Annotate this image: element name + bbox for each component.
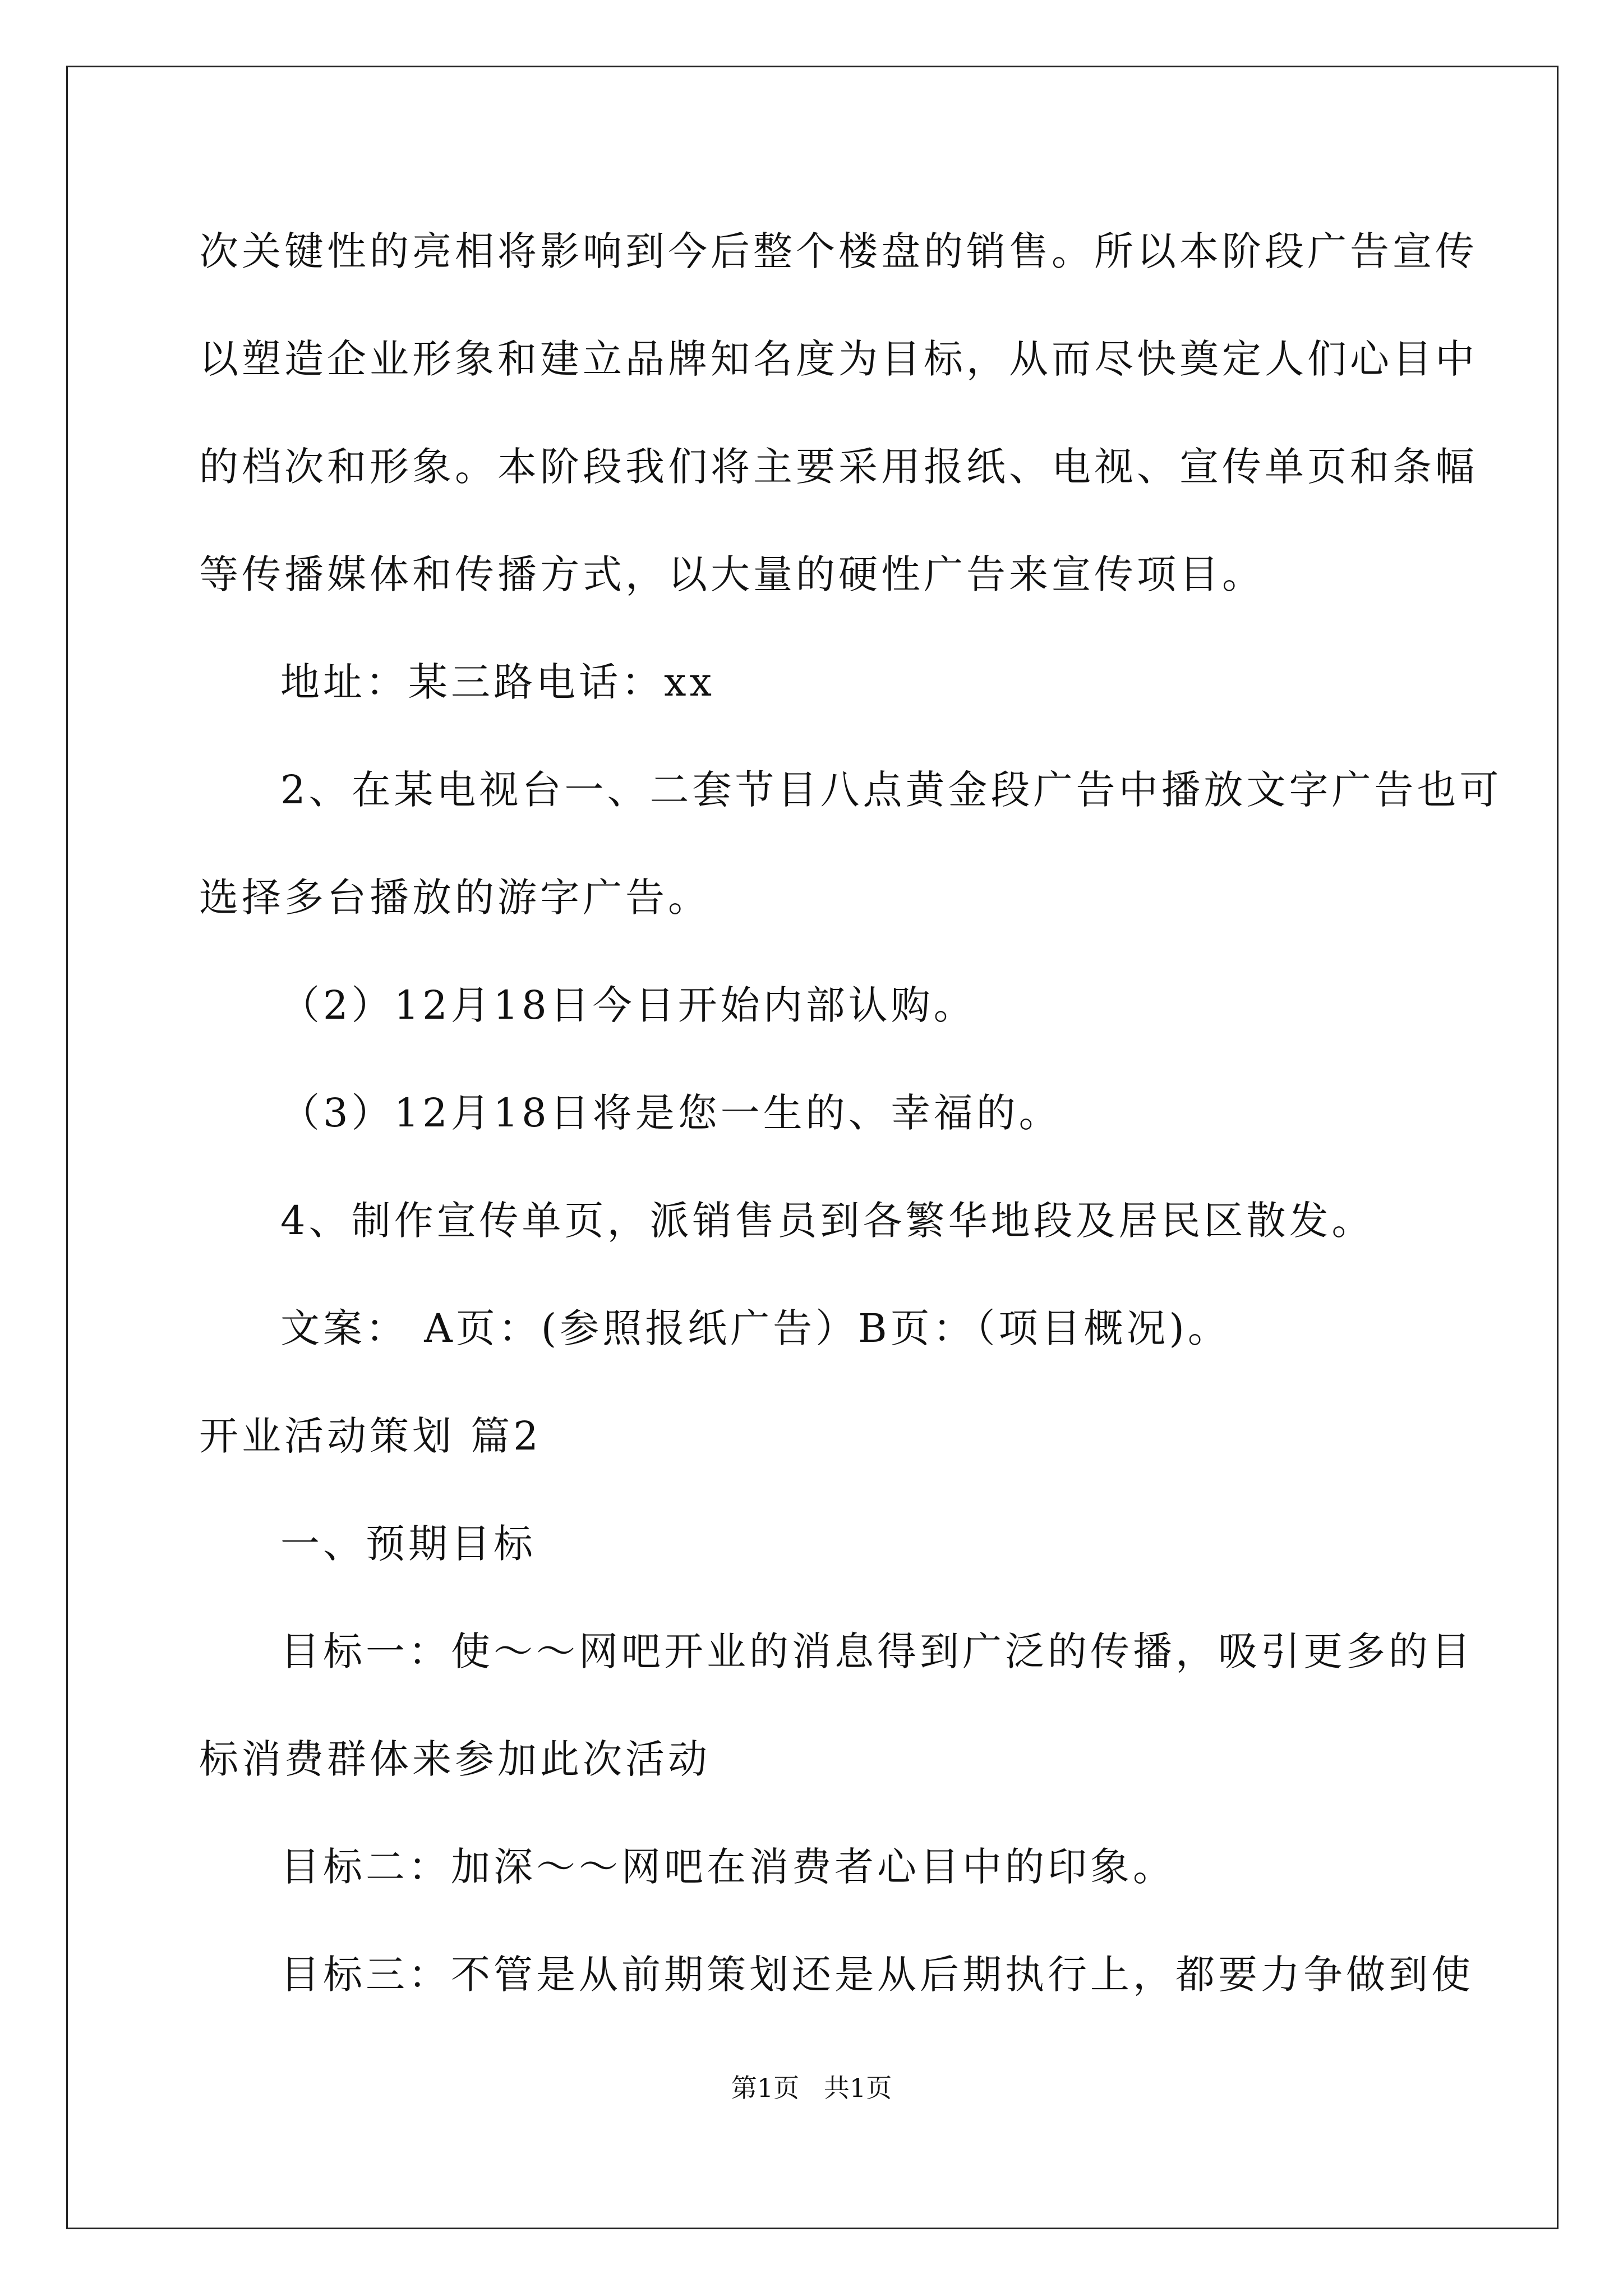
item-2-line-2: 选择多台播放的游字广告。 xyxy=(199,875,711,921)
sub-item-3: （3）12月18日将是您一生的、幸福的。 xyxy=(280,1090,1062,1136)
page-border xyxy=(66,66,1559,2229)
goal-1-line-2: 标消费群体来参加此次活动 xyxy=(199,1736,711,1782)
section-heading: 开业活动策划 篇2 xyxy=(199,1413,542,1459)
goal-1-line-1: 目标一：使～～网吧开业的消息得到广泛的传播，吸引更多的目 xyxy=(280,1628,1474,1674)
goal-2: 目标二：加深～～网吧在消费者心目中的印象。 xyxy=(280,1844,1175,1890)
item-2-line-1: 2、在某电视台一、二套节目八点黄金段广告中播放文字广告也可 xyxy=(280,767,1502,813)
sub-item-2: （2）12月18日今日开始内部认购。 xyxy=(280,982,976,1028)
body-line-2: 以塑造企业形象和建立品牌知名度为目标，从而尽快奠定人们心目中 xyxy=(199,336,1478,382)
body-line-3: 的档次和形象。本阶段我们将主要采用报纸、电视、宣传单页和条幅 xyxy=(199,444,1478,490)
goal-3: 目标三：不管是从前期策划还是从后期执行上，都要力争做到使 xyxy=(280,1952,1474,1998)
body-line-4: 等传播媒体和传播方式，以大量的硬性广告来宣传项目。 xyxy=(199,551,1265,597)
copy-line: 文案： A页：(参照报纸广告）B页：（项目概况)。 xyxy=(280,1305,1230,1351)
subheading-goals: 一、预期目标 xyxy=(280,1521,536,1567)
address-line: 地址：某三路电话：xx xyxy=(280,659,715,705)
page-footer: 第1页 共1页 xyxy=(731,2073,892,2103)
body-line-1: 次关键性的亮相将影响到今后整个楼盘的销售。所以本阶段广告宣传 xyxy=(199,228,1478,274)
item-4: 4、制作宣传单页，派销售员到各繁华地段及居民区散发。 xyxy=(280,1198,1375,1244)
